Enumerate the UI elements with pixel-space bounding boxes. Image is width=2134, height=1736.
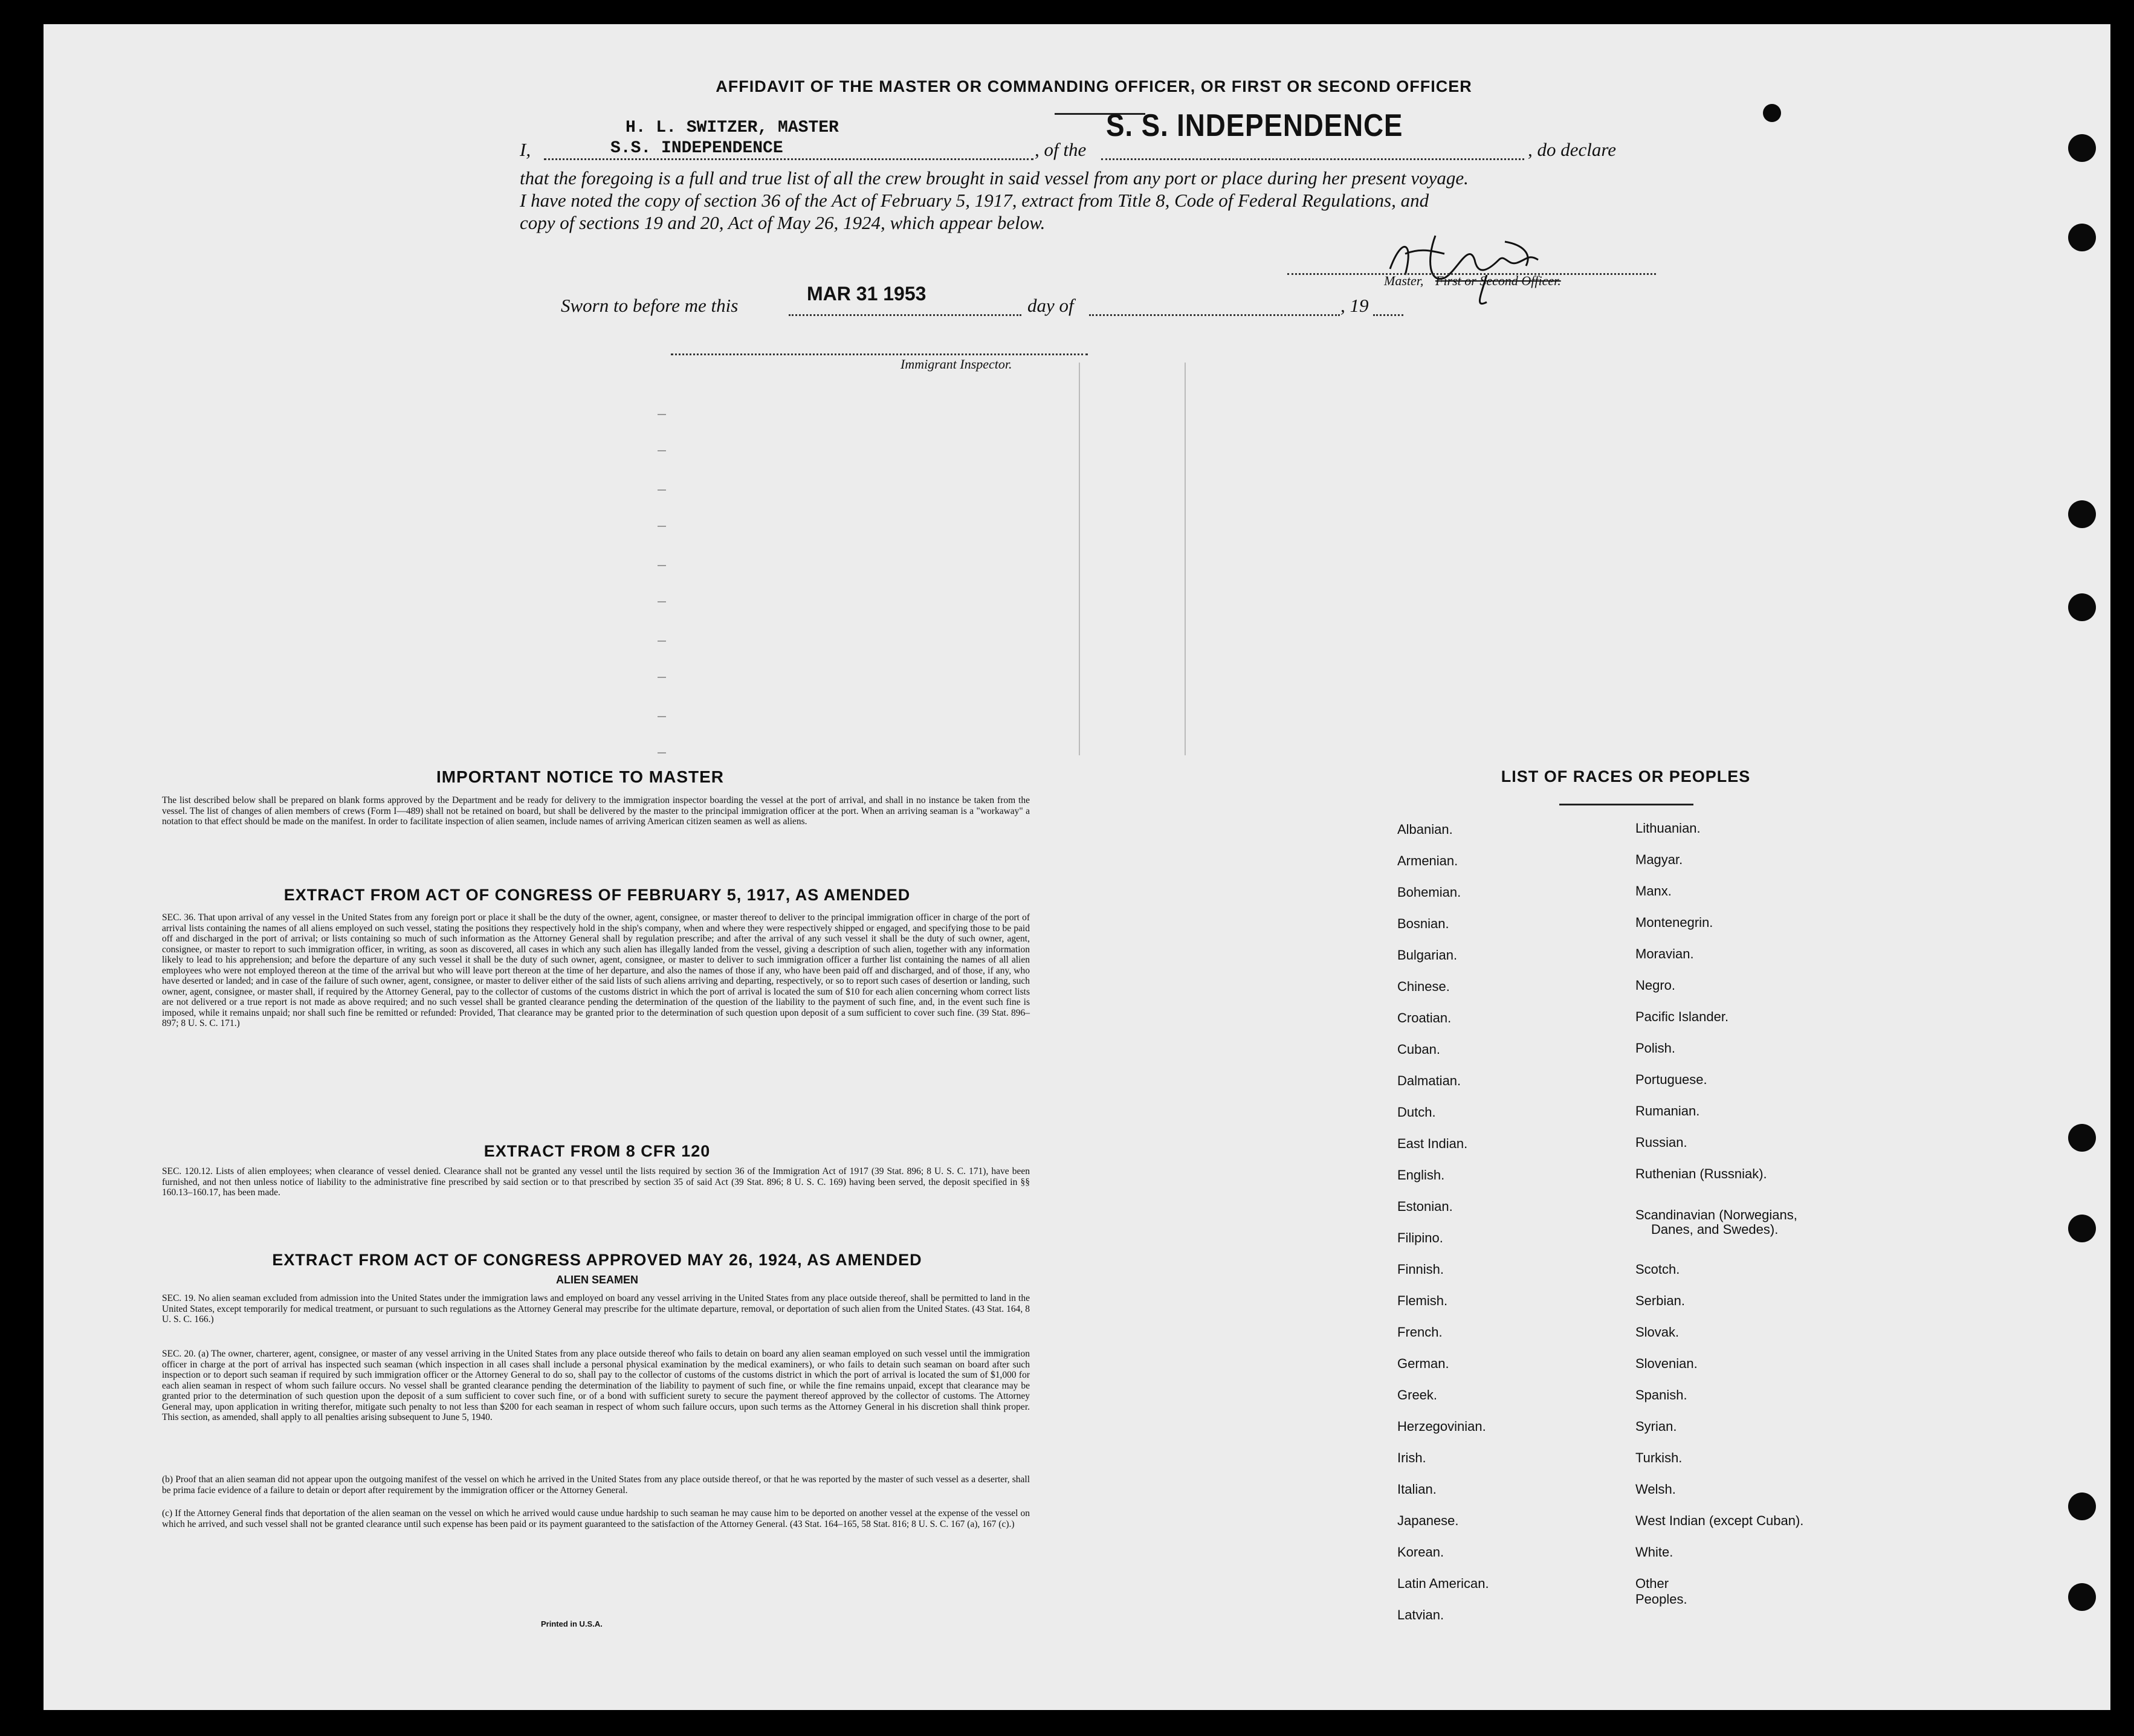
do-declare-label: , do declare — [1528, 139, 1617, 160]
race-item: Latin American. — [1397, 1576, 1489, 1591]
race-item: Korean. — [1397, 1544, 1444, 1560]
race-item: Cuban. — [1397, 1042, 1440, 1057]
race-item: East Indian. — [1397, 1136, 1468, 1151]
extract-1924-sec19: SEC. 19. No alien seaman excluded from admission into the United States under the immigration laws and employed on board any vessel arriving in the United States from any place outside thereof, shall be permitted to land in the United States, except temporarily for medical treatment, or pursuant to such regulations as the Attorney General may prescribe for the ultimate departure, removal, or deportation of such alien from the United States. (43 Stat. 164, 8 U. S. C. 166.) — [162, 1293, 1030, 1325]
officer-name: H. L. SWITZER, MASTER — [626, 118, 839, 137]
vessel-typed: S.S. INDEPENDENCE — [610, 139, 783, 158]
year-prefix: , 19 — [1340, 295, 1369, 316]
binder-hole — [2068, 1124, 2096, 1152]
year-blank-line — [1373, 314, 1403, 316]
race-item: Japanese. — [1397, 1513, 1459, 1528]
race-item: Montenegrin. — [1635, 915, 1713, 930]
bleed-through-tick — [658, 677, 666, 678]
race-item: French. — [1397, 1325, 1443, 1340]
race-item: Magyar. — [1635, 852, 1683, 867]
bleed-through-tick — [658, 489, 666, 491]
race-item: English. — [1397, 1167, 1445, 1183]
race-item: Dalmatian. — [1397, 1073, 1461, 1088]
race-item: Ruthenian (Russniak). — [1635, 1166, 1767, 1181]
race-item: Serbian. — [1635, 1293, 1685, 1308]
extract-1924-subtitle: ALIEN SEAMEN — [555, 1274, 638, 1286]
race-item: Lithuanian. — [1635, 821, 1701, 836]
race-item: Bohemian. — [1397, 885, 1461, 900]
sworn-prefix: Sworn to before me this — [561, 295, 739, 316]
race-item: Filipino. — [1397, 1230, 1443, 1245]
affidavit-title: AFFIDAVIT OF THE MASTER OR COMMANDING OFFICER, OR FIRST OR SECOND OFFICER — [716, 77, 1472, 95]
race-item: Syrian. — [1635, 1419, 1677, 1434]
bleed-through-tick — [658, 716, 666, 717]
binder-hole — [2068, 1583, 2096, 1611]
races-title-rule — [1559, 804, 1693, 805]
race-item: Italian. — [1397, 1482, 1437, 1497]
extract-1924-sec20a: SEC. 20. (a) The owner, charterer, agent, consignee, or master of any vessel arriving in the United States from any place outside thereof who fails to detain on board any alien seaman employed on such vessel until the immigration officer in charge at the port of arrival has inspected such seaman (which inspection in all cases shall include a personal physical examination by the medical examiners), or who fails to detain such seaman on board after such inspection or to deport such seaman if required by such immigration officer or the Attorney General to do so, shall pay to the collector of customs of the customs district in which the port of arrival is located the sum of $1,000 for each alien seaman in respect of whom such failure occurs. No vessel shall be granted clearance pending the determination of the liability to payment of such fine, or while the fine remains unpaid, except that clearance may be granted prior to the determination of such question upon the deposit of a sum sufficient to cover such fine, or of a bond with sufficient surety to secure the payment thereof approved by the collector of customs. The Attorney General may, upon application in writing therefor, mitigate such penalty to not less than $200 for each seaman in respect of whom such failure occurs, upon such terms as the Attorney General in his discretion shall think proper. This section, as amended, shall apply to all penalties arising subsequent to June 5, 1940. — [162, 1349, 1030, 1422]
month-blank-line — [1089, 314, 1340, 316]
race-item: Slovak. — [1635, 1325, 1680, 1340]
inspector-caption: Immigrant Inspector. — [900, 357, 1012, 372]
race-item: Turkish. — [1635, 1450, 1683, 1465]
bleed-through-tick — [658, 641, 666, 642]
extract-1924-title: EXTRACT FROM ACT OF CONGRESS APPROVED MAY 26, 1924, AS AMENDED — [272, 1251, 922, 1269]
race-item: Irish. — [1397, 1450, 1426, 1465]
race-item: Negro. — [1635, 978, 1676, 993]
race-item: Scotch. — [1635, 1262, 1680, 1277]
race-item: Other Peoples. — [1635, 1576, 1687, 1607]
extract-1917-title: EXTRACT FROM ACT OF CONGRESS OF FEBRUARY 5, 1917, AS AMENDED — [283, 886, 911, 904]
race-item: Dutch. — [1397, 1105, 1436, 1120]
name-blank-line — [544, 158, 1033, 160]
race-item: Albanian. — [1397, 822, 1453, 837]
race-item: Finnish. — [1397, 1262, 1444, 1277]
document-page — [44, 24, 2110, 1710]
races-title: LIST OF RACES OR PEOPLES — [1501, 767, 1751, 786]
binder-hole — [2068, 1215, 2096, 1242]
date-blank-line — [789, 314, 1021, 316]
race-item: Chinese. — [1397, 979, 1450, 994]
signature-caption-struck: First or Second Officer. — [1435, 273, 1561, 288]
bleed-through-tick — [658, 565, 666, 566]
binder-hole — [2068, 593, 2096, 621]
binder-hole — [2068, 134, 2096, 162]
bleed-through-tick — [658, 526, 666, 527]
extract-cfr-body: SEC. 120.12. Lists of alien employees; when clearance of vessel denied. Clearance shall not be granted any vessel until the lists required by section 36 of the Immigration Act of 1917 (39 Stat. 896; 8 U. S. C. 171), have been furnished, and not then unless notice of liability to the administrative fine prescribed by said section or to that prescribed by section 35 of said Act (39 Stat. 896; 8 U. S. C. 169) having been served, the deposit specified in §§ 160.13–160.17, has been made. — [162, 1166, 1030, 1198]
race-item: White. — [1635, 1544, 1673, 1560]
race-item: Pacific Islander. — [1635, 1009, 1729, 1024]
race-item: Portuguese. — [1635, 1072, 1707, 1087]
race-item: Moravian. — [1635, 946, 1694, 961]
of-the-label: , of the — [1035, 139, 1087, 160]
race-item: Polish. — [1635, 1041, 1676, 1056]
race-item: German. — [1397, 1356, 1449, 1371]
race-item: West Indian (except Cuban). — [1635, 1513, 1804, 1528]
extract-1924-sec20c: (c) If the Attorney General finds that deportation of the alien seaman on the vessel on which he arrived would cause undue hardship to such seaman he may cause him to be deported on another vessel at the expense of the vessel on which he arrived, and such vessel shall not be granted clearance until such expense has been paid or its payment guaranteed to the satisfaction of the Attorney General. (43 Stat. 164–165, 58 Stat. 816; 8 U. S. C. 167 (a), 167 (c).) — [162, 1508, 1030, 1529]
printed-in-usa: Printed in U.S.A. — [541, 1619, 603, 1628]
race-item: Rumanian. — [1635, 1103, 1700, 1118]
declaration-line-3: copy of sections 19 and 20, Act of May 26, 1924, which appear below. — [520, 212, 1046, 233]
race-item: Spanish. — [1635, 1387, 1687, 1402]
declaration-line-1: that the foregoing is a full and true list of all the crew brought in said vessel from any port or place during her present voyage. — [520, 167, 1469, 189]
vessel-stamp: S. S. INDEPENDENCE — [1106, 108, 1403, 143]
binder-hole — [2068, 1492, 2096, 1520]
master-signature — [1378, 218, 1577, 314]
race-item: Estonian. — [1397, 1199, 1453, 1214]
binder-hole — [1763, 104, 1781, 122]
race-item: Herzegovinian. — [1397, 1419, 1486, 1434]
race-item: Manx. — [1635, 883, 1672, 899]
race-item: Russian. — [1635, 1135, 1687, 1150]
race-item: Latvian. — [1397, 1607, 1444, 1622]
bleed-through-tick — [658, 414, 666, 415]
bleed-through-tick — [658, 601, 666, 602]
notice-title: IMPORTANT NOTICE TO MASTER — [436, 767, 725, 786]
race-item: Bulgarian. — [1397, 947, 1458, 963]
race-item: Flemish. — [1397, 1293, 1448, 1308]
signature-caption-master: Master, — [1384, 273, 1424, 288]
declaration-line-2: I have noted the copy of section 36 of the Act of February 5, 1917, extract from Title 8, Code of Federal Regulations, and — [520, 190, 1429, 211]
day-of-label: day of — [1027, 295, 1074, 316]
bleed-through-line — [1079, 363, 1080, 755]
bleed-through-line — [1185, 363, 1186, 755]
vessel-blank-line — [1101, 158, 1524, 160]
race-item: Bosnian. — [1397, 916, 1449, 931]
race-item: Slovenian. — [1635, 1356, 1698, 1371]
binder-hole — [2068, 224, 2096, 251]
race-item: Danes, and Swedes). — [1651, 1222, 1779, 1237]
race-item: Welsh. — [1635, 1482, 1676, 1497]
bleed-through-tick — [658, 752, 666, 753]
inspector-signature-line — [671, 353, 1088, 355]
extract-1924-sec20b: (b) Proof that an alien seaman did not appear upon the outgoing manifest of the vessel on which he arrived in the United States from any place outside thereof, or that he was reported by the master of such vessel as a deserter, shall be prima facie evidence of a failure to detain or deport after requirement by the immigration officer or the Attorney General. — [162, 1474, 1030, 1496]
race-item: Croatian. — [1397, 1010, 1452, 1025]
race-item: Greek. — [1397, 1387, 1438, 1402]
notice-body: The list described below shall be prepared on blank forms approved by the Department and be ready for delivery to the immigration inspector boarding the vessel at the port of arrival, and shall in no instance be taken from the vessel. The list of changes of alien members of crews (Form I—489) shall not be retained on board, but shall be delivered by the master to the principal immigration officer at the port. When an arriving seaman is a "workaway" a notation to that effect should be made on the manifest. In order to facilitate inspection of alien seamen, include names of arriving American citizen seamen as well as aliens. — [162, 795, 1030, 827]
date-stamp: MAR 31 1953 — [807, 283, 926, 305]
extract-1917-body: SEC. 36. That upon arrival of any vessel in the United States from any foreign port or place it shall be the duty of the owner, agent, consignee, or master thereof to deliver to the principal immigration officer in charge of the port of arrival lists containing the names of all aliens employed on such vessel, stating the positions they respectively hold in the ship's company, when and where they were respectively shipped or engaged, and specifying those to be paid off and discharged in the port of arrival; or lists containing so much of such information as the Attorney General shall by regulation prescribe; and after the arrival of any such vessel it shall be the duty of such owner, agent, consignee, or master to report to such immigration officer, in writing, as soon as discovered, all cases in which any such alien has illegally landed from the vessel, giving a description of such alien, together with any information likely to lead to his apprehension; and before the departure of any such vessel it shall be the duty of such owner, agent, consignee, or master to deliver to such immigration officer a further list containing the names of all alien employees who were not employed thereon at the time of the arrival but who will leave port thereon at the time of her departure, and also the names of those if any, who have been paid off and discharged, and of those, if any, who have deserted or landed; and in case of the failure of such owner, agent, consignee, or master to deliver either of the said lists of such aliens arriving and departing, respectively, or so to report such cases of desertion or landing, such owner, agent, consignee, or master shall, if required by the Attorney General, pay to the collector of customs of the customs district in which the port of arrival is located the sum of $10 for each alien concerning whom correct lists are not delivered or a true report is not made as above required; and no such vessel shall be granted clearance pending the determination of the question of the liability to the payment of such fine, and, in the event such fine is imposed, while it remains unpaid; nor shall such fine be remitted or refunded: Provided, That clearance may be granted prior to the determination of such question upon deposit of a sum sufficient to cover such fine. (39 Stat. 896–897; 8 U. S. C. 171.) — [162, 912, 1030, 1028]
i-label: I, — [520, 139, 531, 160]
race-item: Armenian. — [1397, 853, 1458, 868]
extract-cfr-title: EXTRACT FROM 8 CFR 120 — [483, 1142, 711, 1160]
race-item: Scandinavian (Norwegians, — [1635, 1207, 1797, 1222]
binder-hole — [2068, 500, 2096, 528]
bleed-through-tick — [658, 450, 666, 451]
